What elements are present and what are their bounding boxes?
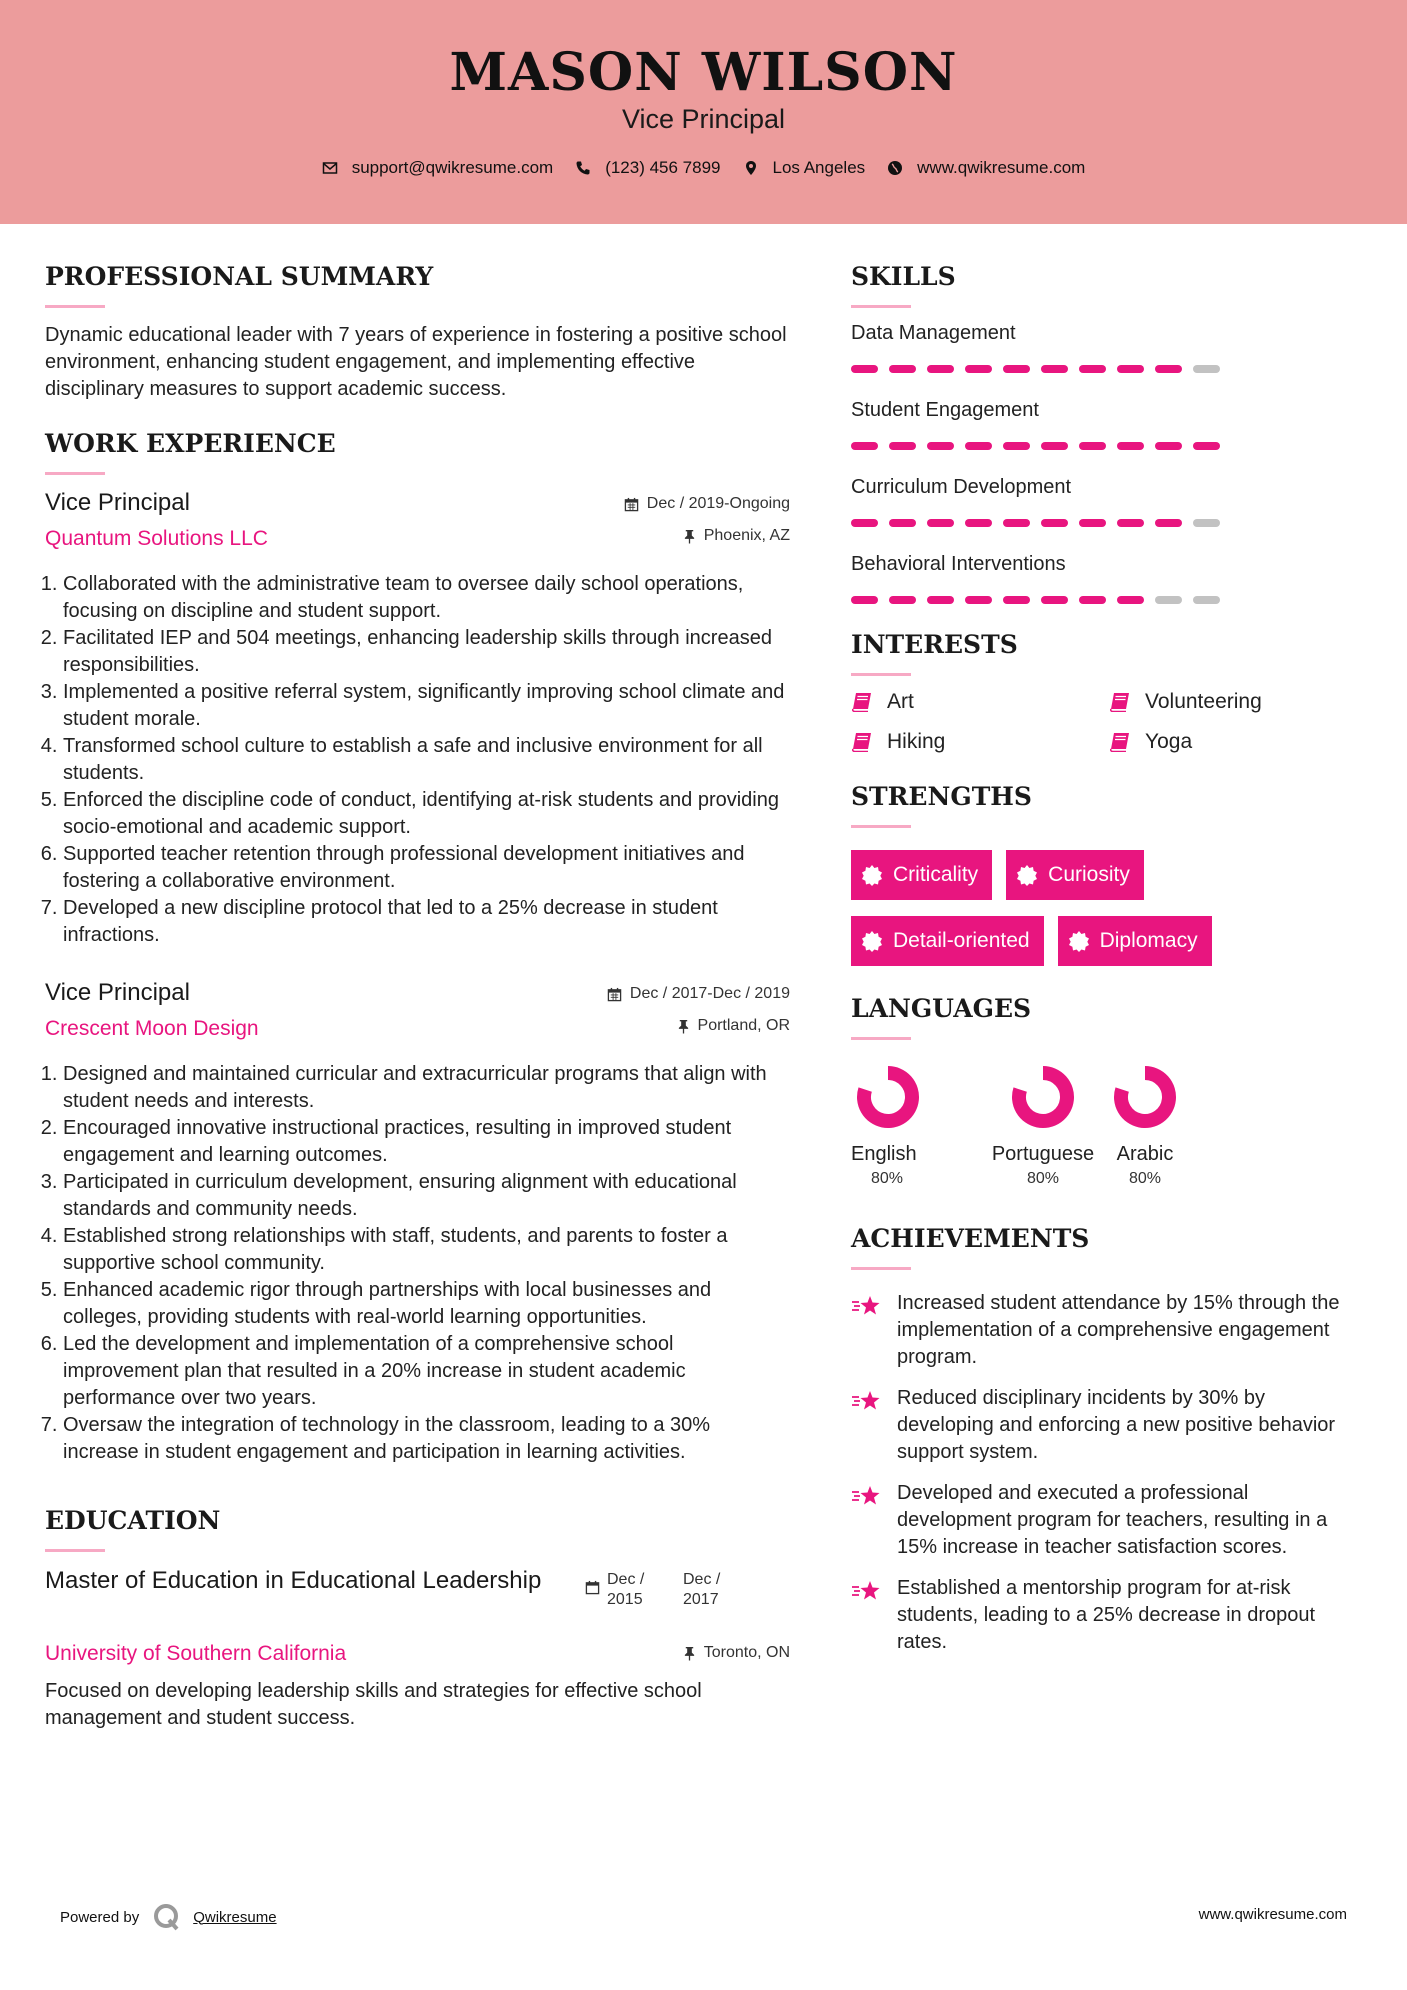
skill-dot-filled (1003, 519, 1030, 527)
shooting-star-icon (851, 1294, 883, 1320)
job-date-text: Dec / 2017-Dec / 2019 (629, 985, 790, 1002)
skill-dot-filled (1117, 519, 1144, 527)
strengths-title: STRENGTHS (851, 782, 1032, 811)
job-bullets (45, 1061, 790, 1466)
skill-dot-filled (1117, 442, 1144, 450)
strength-label: Curiosity (1048, 863, 1130, 886)
section-divider (851, 1037, 911, 1040)
interests-title: INTERESTS (851, 630, 1018, 659)
contact-phone[interactable] (575, 158, 720, 178)
skill-dot-filled (965, 365, 992, 373)
education-description: Focused on developing leadership skills and strategies for effective school management and student success. (45, 1680, 702, 1729)
interest-item (1109, 690, 1349, 714)
skill-dot-filled (889, 442, 916, 450)
languages-title: LANGUAGES (851, 994, 1032, 1023)
map-pin-icon (743, 160, 759, 176)
job-entry (45, 979, 790, 1466)
achievements-title: ACHIEVEMENTS (851, 1224, 1090, 1253)
language-percent: 80% (871, 1170, 904, 1187)
section-divider (851, 1267, 911, 1270)
qwikresume-logo-icon (151, 1902, 181, 1932)
skill-dot-filled (1041, 519, 1068, 527)
job-location (683, 527, 790, 545)
book-icon (851, 732, 873, 752)
bullet-item: 4. Transformed school culture to establish a safe and inclusive environment for all students. (63, 733, 790, 787)
education-start: Dec / 2015 (607, 1571, 645, 1608)
pushpin-icon (683, 529, 696, 544)
skill-dot-filled (889, 596, 916, 604)
job-location-text: Portland, OR (697, 1017, 790, 1034)
interest-label: Hiking (887, 730, 946, 753)
section-divider (851, 305, 911, 308)
language-name: Portuguese (991, 1143, 1095, 1165)
bullet-item: 2. Facilitated IEP and 504 meetings, enhancing leadership skills through increased responsibilities. (63, 625, 790, 679)
skill-name: Curriculum Development (851, 476, 1072, 498)
skill-item (851, 322, 1351, 373)
interest-item (851, 690, 1109, 714)
achievement-text: Increased student attendance by 15% through the implementation of a comprehensive engagement program. (897, 1292, 1340, 1368)
section-divider (45, 472, 105, 475)
job-location-text: Phoenix, AZ (703, 527, 790, 544)
skill-dot-empty (1193, 596, 1220, 604)
skill-item (851, 399, 1351, 450)
bullet-item: 4. Established strong relationships with staff, students, and parents to foster a supportive school community. (63, 1223, 790, 1277)
skill-dot-filled (1041, 596, 1068, 604)
skills-title: SKILLS (851, 262, 956, 291)
skill-dot-filled (1155, 442, 1182, 450)
resume-header (0, 0, 1407, 224)
education-location-text: Toronto, ON (703, 1644, 790, 1661)
book-icon (1109, 732, 1131, 752)
work-title: WORK EXPERIENCE (45, 429, 336, 458)
skill-name: Data Management (851, 322, 1016, 344)
shooting-star-icon (851, 1579, 883, 1605)
book-icon (1109, 692, 1131, 712)
powered-by-label: Powered by (60, 1908, 140, 1926)
achievement-text: Established a mentorship program for at-risk students, leading to a 25% decrease in dropout rates. (897, 1577, 1316, 1653)
calendar-icon (624, 497, 639, 512)
job-date (624, 495, 790, 513)
skill-dot-filled (1079, 596, 1106, 604)
interest-label: Art (887, 690, 914, 713)
skill-dot-empty (1193, 519, 1220, 527)
pushpin-icon (677, 1019, 690, 1034)
skill-item (851, 476, 1351, 527)
job-title: Vice Principal (45, 489, 190, 516)
degree-title: Master of Education in Educational Leadership (45, 1567, 542, 1594)
skill-dot-filled (1117, 596, 1144, 604)
bullet-item: 3. Implemented a positive referral system, significantly improving school climate and student morale. (63, 679, 790, 733)
contact-email-text: support@qwikresume.com (351, 158, 554, 177)
education-title: EDUCATION (45, 1506, 221, 1535)
badge-icon (1016, 864, 1038, 886)
language-name: Arabic (1116, 1143, 1174, 1165)
language-progress-ring (1110, 1062, 1180, 1132)
footer-brand-link[interactable]: Qwikresume (193, 1908, 277, 1926)
language-progress-ring (853, 1062, 923, 1132)
achievement-item (851, 1385, 1351, 1466)
skills-list (851, 322, 1351, 604)
globe-icon (887, 160, 903, 176)
skill-rating (851, 365, 1351, 373)
skill-dot-filled (1193, 442, 1220, 450)
contact-bar (0, 158, 1407, 178)
bullet-item: 6. Supported teacher retention through professional development initiatives and fostering a collaborative environment. (63, 841, 790, 895)
education-section (45, 1506, 790, 1732)
job-date-text: Dec / 2019-Ongoing (646, 495, 790, 512)
skill-dot-filled (927, 596, 954, 604)
contact-location-text: Los Angeles (772, 158, 866, 177)
skill-name: Student Engagement (851, 399, 1039, 421)
bullet-item: 5. Enforced the discipline code of conduct, identifying at-risk students and providing socio-emotional and academic support. (63, 787, 790, 841)
language-item (1107, 1062, 1183, 1188)
achievement-item (851, 1575, 1351, 1656)
language-percent: 80% (1026, 1170, 1060, 1187)
candidate-role: Vice Principal (621, 104, 786, 134)
skill-dot-filled (1003, 442, 1030, 450)
language-item (979, 1062, 1107, 1188)
strengths-list (851, 850, 1291, 966)
summary-text: Dynamic educational leader with 7 years of experience in fostering a positive school environment, enhancing student engagement, and implementing effective disciplinary measures to support academic success. (45, 324, 787, 400)
achievements-section (851, 1224, 1351, 1656)
job-entry (45, 489, 790, 949)
bullet-item: 1. Collaborated with the administrative team to oversee daily school operations, focusing on discipline and student support. (63, 571, 790, 625)
job-company: Crescent Moon Design (45, 1017, 259, 1040)
footer-powered-by (60, 1902, 277, 1932)
language-percent: 80% (1128, 1170, 1162, 1187)
education-dates (607, 1570, 735, 1610)
calendar-icon (585, 1580, 600, 1595)
section-divider (851, 825, 911, 828)
left-column (45, 262, 790, 1732)
strength-label: Diplomacy (1099, 929, 1198, 952)
section-divider (851, 673, 911, 676)
strength-tag (1006, 850, 1144, 900)
section-divider (45, 305, 105, 308)
skill-dot-filled (1041, 365, 1068, 373)
job-location (677, 1017, 790, 1035)
bullet-item: 1. Designed and maintained curricular and extracurricular programs that align with student needs and interests. (63, 1061, 790, 1115)
contact-email[interactable] (322, 158, 554, 178)
right-column (851, 262, 1351, 1670)
job-company: Quantum Solutions LLC (45, 527, 268, 550)
skill-dot-filled (1003, 596, 1030, 604)
skill-rating (851, 442, 1351, 450)
skill-dot-filled (927, 519, 954, 527)
work-section (45, 429, 790, 1466)
skill-dot-filled (1155, 365, 1182, 373)
skills-section (851, 262, 1351, 604)
language-item (851, 1062, 979, 1188)
skill-dot-empty (1155, 596, 1182, 604)
skill-dot-empty (1193, 365, 1220, 373)
language-progress-arc (864, 1073, 912, 1121)
job-date (607, 985, 790, 1003)
contact-phone-text: (123) 456 7899 (605, 158, 721, 177)
badge-icon (861, 930, 883, 952)
interest-item (1109, 730, 1349, 754)
skill-dot-filled (889, 365, 916, 373)
achievement-text: Reduced disciplinary incidents by 30% by developing and enforcing a new positive behavior support system. (897, 1387, 1336, 1463)
bullet-item: 3. Participated in curriculum development, ensuring alignment with educational standards and community needs. (63, 1169, 790, 1223)
skill-dot-filled (851, 442, 878, 450)
achievement-item (851, 1290, 1351, 1371)
skill-dot-filled (965, 442, 992, 450)
skill-dot-filled (1003, 365, 1030, 373)
languages-list (851, 1062, 1351, 1188)
skill-dot-filled (1041, 442, 1068, 450)
school-name: University of Southern California (45, 1642, 347, 1665)
strength-tag (851, 850, 992, 900)
strength-label: Detail-oriented (893, 929, 1030, 952)
strengths-section (851, 782, 1351, 966)
strength-tag (1058, 916, 1212, 966)
skill-dot-filled (1155, 519, 1182, 527)
skill-rating (851, 596, 1351, 604)
education-end: Dec / 2017 (683, 1571, 721, 1608)
achievement-text: Developed and executed a professional development program for teachers, resulting in a 15% increase in teacher satisfaction scores. (897, 1482, 1328, 1558)
contact-website-text: www.qwikresume.com (917, 158, 1086, 177)
candidate-name: MASON WILSON (449, 42, 958, 103)
envelope-icon (322, 160, 338, 176)
language-name: English (851, 1143, 917, 1165)
skill-dot-filled (927, 442, 954, 450)
shooting-star-icon (851, 1389, 883, 1415)
job-title: Vice Principal (45, 979, 190, 1006)
languages-section (851, 994, 1351, 1188)
skill-dot-filled (1079, 365, 1106, 373)
calendar-icon (607, 987, 622, 1002)
language-progress-arc (1019, 1073, 1067, 1121)
skill-dot-filled (1079, 442, 1106, 450)
job-bullets (45, 571, 790, 949)
bullet-item: 7. Oversaw the integration of technology in the classroom, leading to a 30% increase in student engagement and participation in learning activities. (63, 1412, 790, 1466)
bullet-item: 2. Encouraged innovative instructional practices, resulting in improved student engagement and learning outcomes. (63, 1115, 790, 1169)
skill-dot-filled (927, 365, 954, 373)
summary-title: PROFESSIONAL SUMMARY (45, 262, 434, 291)
shooting-star-icon (851, 1484, 883, 1510)
contact-location (743, 158, 866, 178)
skill-dot-filled (1079, 519, 1106, 527)
footer-website[interactable]: www.qwikresume.com (1198, 1906, 1347, 1923)
education-location (683, 1644, 790, 1662)
skill-item (851, 553, 1351, 604)
achievements-list (851, 1290, 1351, 1656)
skill-dot-filled (965, 519, 992, 527)
interests-list (851, 690, 1351, 754)
badge-icon (1068, 930, 1090, 952)
skill-dot-filled (851, 519, 878, 527)
skill-name: Behavioral Interventions (851, 553, 1066, 575)
skill-dot-filled (1117, 365, 1144, 373)
badge-icon (861, 864, 883, 886)
language-progress-arc (1121, 1073, 1169, 1121)
interest-item (851, 730, 1109, 754)
contact-website[interactable] (887, 158, 1085, 178)
book-icon (851, 692, 873, 712)
bullet-item: 7. Developed a new discipline protocol that led to a 25% decrease in student infractions. (63, 895, 790, 949)
language-progress-ring (1008, 1062, 1078, 1132)
strength-tag (851, 916, 1044, 966)
skill-dot-filled (965, 596, 992, 604)
interests-section (851, 630, 1351, 754)
skill-dot-filled (851, 596, 878, 604)
pushpin-icon (683, 1646, 696, 1661)
skill-dot-filled (851, 365, 878, 373)
bullet-item: 5. Enhanced academic rigor through partnerships with local businesses and colleges, providing students with real-world learning opportunities. (63, 1277, 790, 1331)
interest-label: Yoga (1145, 730, 1193, 753)
interest-label: Volunteering (1145, 690, 1262, 713)
section-divider (45, 1549, 105, 1552)
skill-rating (851, 519, 1351, 527)
skill-dot-filled (889, 519, 916, 527)
strength-label: Criticality (893, 863, 979, 886)
bullet-item: 6. Led the development and implementation of a comprehensive school improvement plan that resulted in a 20% increase in student academic performance over two years. (63, 1331, 790, 1412)
summary-section (45, 262, 790, 403)
phone-icon (575, 160, 591, 176)
achievement-item (851, 1480, 1351, 1561)
